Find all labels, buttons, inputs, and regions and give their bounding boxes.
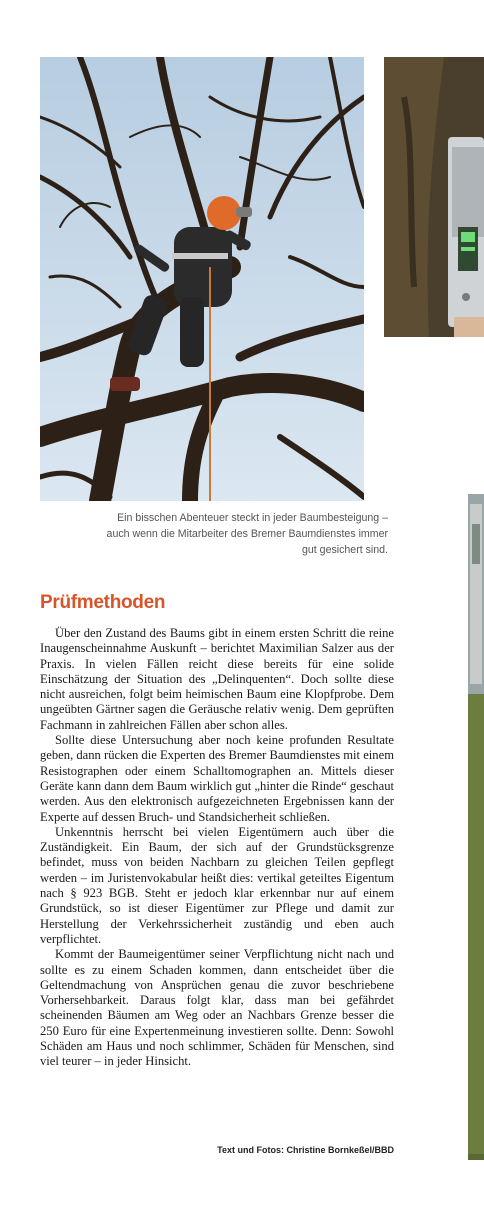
measuring-device-graphic (384, 57, 484, 337)
author-credit: Text und Fotos: Christine Bornkeßel/BBD (217, 1145, 394, 1155)
paragraph: Sollte diese Untersuchung aber noch keine profunden Resultate geben, dann rücken die Experten des Bremer Baumdienstes mit einem Resistographen oder einem Schalltomographen an. Mittels dieser Geräte kann dann dem Baum wirklich gut „hinter die Rinde“ geschaut werden. Aus den elektronisch aufgezeichneten Ergebnissen kann der Experte auf dessen Bruch- und Standsicherheit schließen. (40, 733, 394, 824)
paragraph: Unkenntnis herrscht bei vielen Eigentümern auch über die Zuständigkeit. Ein Baum, der sich auf der Grundstücksgrenze befindet, muss von beiden Nachbarn zu gleichen Teilen gepflegt werden – im Juristenvokabular heißt dies: vertikal geteiltes Eigentum nach § 923 BGB. Steht er jedoch klar erkennbar nur auf einem Grundstück, so ist dieser Eigentümer zur Pflege und damit zur Herstellung der Verkehrssicherheit zuständig und eben auch verpflichtet. (40, 824, 394, 946)
paragraph: Kommt der Baumeigentümer seiner Verpflichtung nicht nach und sollte es zu einem Schaden kommen, dann entscheidet über die Geltendmachung von Ansprüchen genau die zuvor beschriebene Vorhersehbarkeit. Daraus folgt klar, dass man bei gefährdet scheinenden Bäumen am Weg oder an Nachbars Grenze besser die 250 Euro für eine Expertenmeinung investieren sollte. Denn: Sowohl Schäden am Haus und noch schlimmer, Schäden für Menschen, sind viel teurer – in jeder Hinsicht. (40, 947, 394, 1069)
arborist-photo-graphic (40, 57, 364, 501)
section-heading: Prüfmethoden (40, 592, 166, 613)
cropped-side-photo (468, 494, 484, 1160)
article-body (40, 626, 394, 1070)
paragraph: Über den Zustand des Baums gibt in einem ersten Schritt die reine Inaugenscheinnahme Auskunft – berichtet Maximilian Salzer aus der Praxis. In vielen Fällen reicht diese bereits für eine solide Einschätzung der Situation des „Delinquenten“. Doch sollte diese nicht ausreichen, folgt beim heimischen Baum eine Klopfprobe. Dem ungeübten Gärtner sagen die Geräusche relativ wenig. Dem geprüften Fachmann in zahlreichen Fällen aber schon alles. (40, 626, 394, 732)
photo-caption: Ein bisschen Abenteuer steckt in jeder Baumbesteigung – auch wenn die Mitarbeiter des Bremer Baumdienstes immer gut gesichert sind. (106, 512, 388, 556)
cropped-photo-graphic (468, 494, 484, 1160)
arborist-climbing-photo (40, 57, 364, 501)
tree-measuring-device-photo (384, 57, 484, 337)
